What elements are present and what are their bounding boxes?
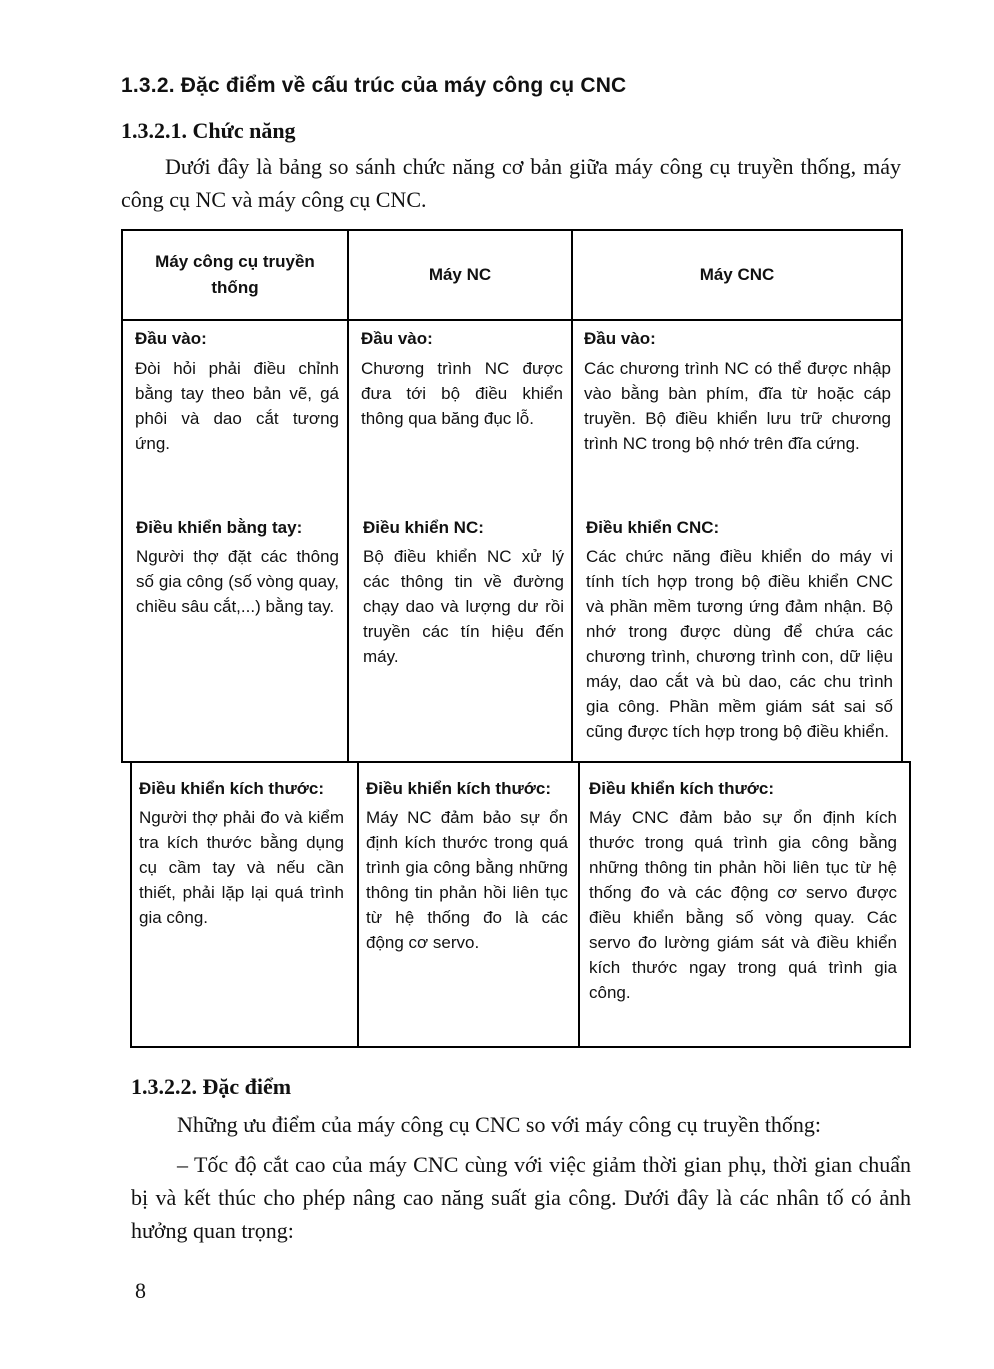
cell-text: Máy NC đảm bảo sự ổn định kích thước trong quá trình gia công bằng những thông tin phản hồi liên tục từ hệ thống đo là các động cơ servo. <box>366 808 568 952</box>
cell-traditional-control <box>136 515 339 619</box>
header-traditional: Máy công cụ truyền thống <box>155 252 315 297</box>
cell-text: Bộ điều khiển NC xử lý các thông tin về đường chạy dao và lượng dư rồi truyền các tín hiệu đến máy. <box>363 547 564 666</box>
cell-label: Điều khiển CNC: <box>586 518 720 537</box>
cell-cnc-input <box>584 326 891 456</box>
bullet-paragraph: – Tốc độ cắt cao của máy CNC cùng với việc giảm thời gian phụ, thời gian chuẩn bị và kết thúc cho phép nâng cao năng suất gia công. Dưới đây là các nhân tố có ảnh hưởng quan trọng: <box>131 1152 911 1243</box>
intro-paragraph: Dưới đây là bảng so sánh chức năng cơ bản giữa máy công cụ truyền thống, máy công cụ NC và máy công cụ CNC. <box>121 154 901 212</box>
comparison-table <box>121 229 902 1046</box>
cell-text: Chương trình NC được đưa tới bộ điều khiển thông qua băng đục lỗ. <box>361 359 563 428</box>
cell-text: Máy CNC đảm bảo sự ổn định kích thước trong quá trình gia công bằng những thông tin phản hồi liên tục từ hệ thống đo và các động cơ servo được điều khiển bằng số vòng quay. Các servo đo lường giám sát và điều khiển kích thước ngay trong quá trình gia công. <box>589 808 897 1002</box>
cell-label: Điều khiển kích thước: <box>139 779 324 798</box>
cell-traditional-input <box>135 326 339 456</box>
cell-text: Các chức năng điều khiển do máy vi tính tích hợp trong bộ điều khiển CNC và phần mềm tương ứng đảm nhận. Bộ nhớ trong được dùng để chứa các chương trình, chương trình con, dữ liệu máy, dao cắt và bù dao, các chu trình gia công. Phần mềm giám sát sai số cũng được tích hợp trong bộ điều khiển. <box>586 547 893 741</box>
section-heading: 1.3.2. Đặc điểm về cấu trúc của máy công cụ CNC <box>121 74 627 97</box>
cell-cnc-dimension <box>589 776 897 1005</box>
header-nc: Máy NC <box>428 265 492 284</box>
cell-text: Người thợ phải đo và kiểm tra kích thước bằng dụng cụ cầm tay và nếu cần thiết, phải lặp lại quá trình gia công. <box>139 808 344 927</box>
cell-text: Các chương trình NC có thể được nhập vào bằng bàn phím, đĩa từ hoặc cáp truyền. Bộ điều khiển lưu trữ chương trình NC trong bộ nhớ trên đĩa cứng. <box>584 359 891 453</box>
cell-label: Điều khiển NC: <box>363 518 484 537</box>
cell-label: Đầu vào: <box>361 329 433 348</box>
cell-label: Điều khiển kích thước: <box>366 779 551 798</box>
cell-text: Người thợ đặt các thông số gia công (số vòng quay, chiều sâu cắt,...) bằng tay. <box>136 547 339 616</box>
cell-traditional-dimension <box>139 776 344 930</box>
header-cnc: Máy CNC <box>699 265 775 284</box>
page-number: 8 <box>135 1278 146 1303</box>
cell-label: Điều khiển kích thước: <box>589 779 774 798</box>
cell-label: Đầu vào: <box>135 329 207 348</box>
subsection-heading-features: 1.3.2.2. Đặc điểm <box>131 1074 292 1099</box>
cell-nc-input <box>361 326 563 431</box>
advantages-paragraph: Những ưu điểm của máy công cụ CNC so với máy công cụ truyền thống: <box>177 1112 822 1137</box>
cell-label: Điều khiển bằng tay: <box>136 518 303 537</box>
cell-text: Đòi hỏi phải điều chỉnh bằng tay theo bản vẽ, gá phôi và dao cắt tương ứng. <box>135 359 339 453</box>
subsection-heading-functions: 1.3.2.1. Chức năng <box>121 118 296 143</box>
cell-nc-dimension <box>366 776 568 955</box>
cell-cnc-control <box>586 515 893 744</box>
cell-nc-control <box>363 515 564 669</box>
cell-label: Đầu vào: <box>584 329 656 348</box>
